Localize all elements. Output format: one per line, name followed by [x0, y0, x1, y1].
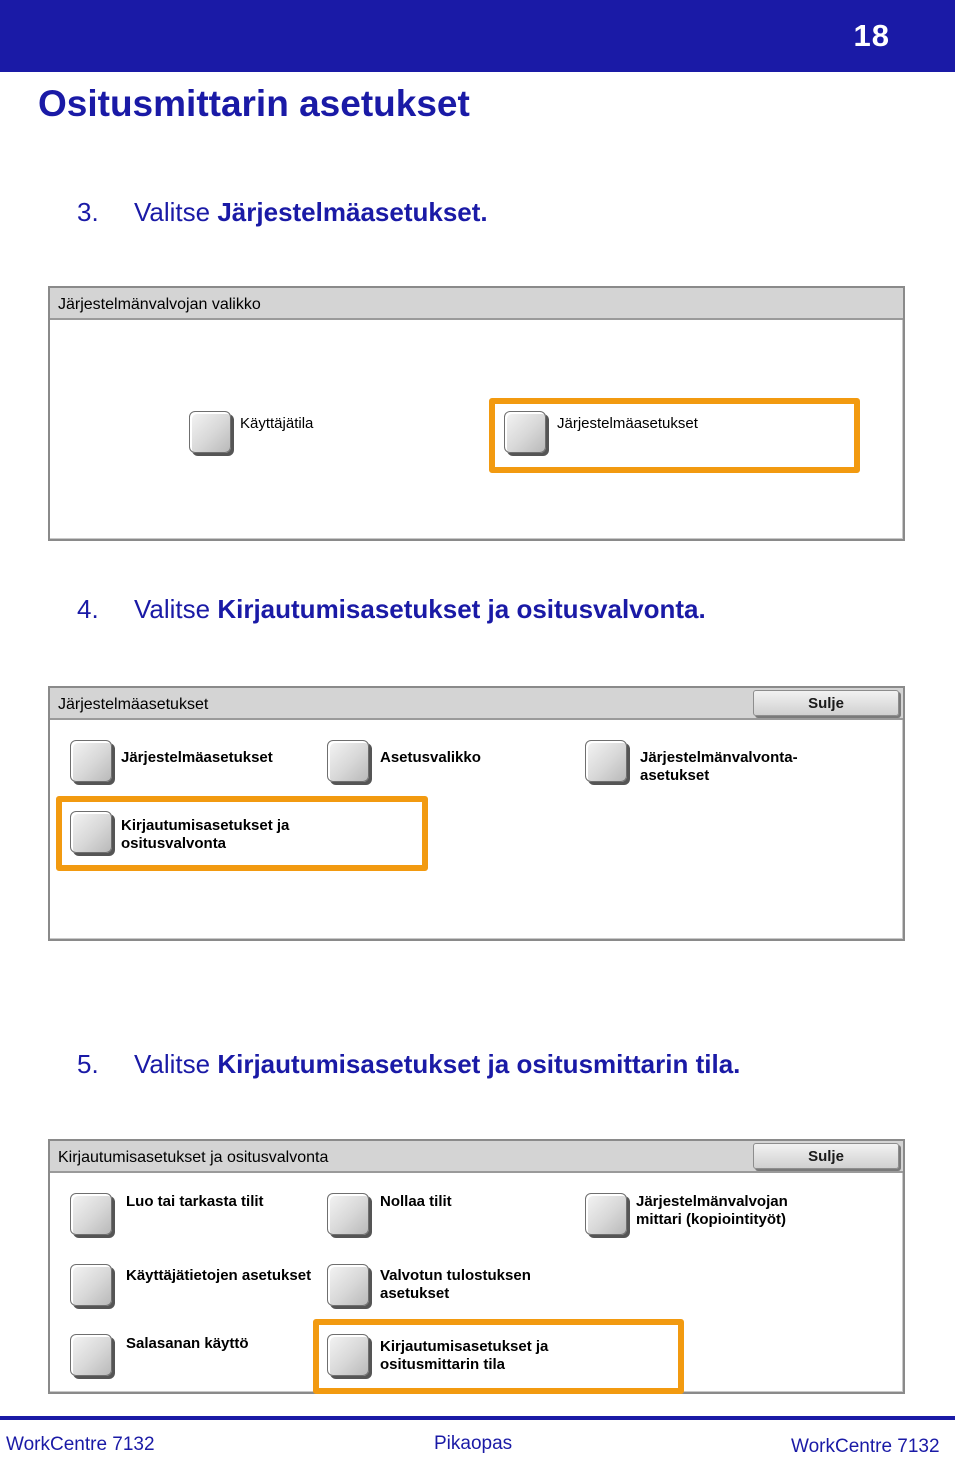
system-settings-label: Järjestelmäasetukset [121, 749, 273, 766]
footer-rule [0, 1416, 955, 1420]
footer-guide-name: Pikaopas [434, 1433, 513, 1454]
close-button[interactable]: Sulje [753, 690, 899, 716]
system-settings-label: Järjestelmäasetukset [557, 415, 698, 432]
system-settings-button[interactable] [504, 411, 546, 453]
step-3 [77, 197, 488, 228]
user-mode-button[interactable] [189, 411, 231, 453]
close-button[interactable]: Sulje [753, 1143, 899, 1169]
step-target: Kirjautumisasetukset ja ositusvalvonta. [217, 594, 706, 624]
reset-accounts-label: Nollaa tilit [380, 1193, 452, 1210]
admin-meter-button[interactable] [585, 1193, 627, 1235]
setup-menu-label: Asetusvalikko [380, 749, 481, 766]
login-auditron-mode-button[interactable] [327, 1334, 369, 1376]
step-number: 3. [77, 197, 99, 227]
system-admin-menu-screen [48, 286, 905, 541]
step-verb: Valitse [134, 1049, 218, 1079]
admin-settings-label: Järjestelmänvalvonta- asetukset [640, 749, 798, 784]
create-accounts-label: Luo tai tarkasta tilit [126, 1193, 264, 1210]
charge-print-label: Valvotun tulostuksen asetukset [380, 1267, 531, 1302]
passcode-label: Salasanan käyttö [126, 1335, 249, 1352]
footer-product-left: WorkCentre 7132 [6, 1434, 155, 1455]
step-number: 5. [77, 1049, 99, 1079]
user-details-label: Käyttäjätietojen asetukset [126, 1267, 312, 1284]
charge-print-button[interactable] [327, 1264, 369, 1306]
step-4 [77, 594, 706, 625]
login-accounting-screen [48, 1139, 905, 1394]
page-number: 18 [853, 18, 890, 53]
system-settings-screen [48, 686, 905, 941]
screen-header [50, 688, 903, 720]
step-number: 4. [77, 594, 99, 624]
screen-title: Kirjautumisasetukset ja ositusvalvonta [58, 1149, 329, 1166]
admin-meter-label: Järjestelmänvalvojan mittari (kopiointityöt) [636, 1193, 788, 1228]
screen-header [50, 1141, 903, 1173]
step-target: Kirjautumisasetukset ja ositusmittarin tila. [217, 1049, 741, 1079]
step-verb: Valitse [134, 594, 218, 624]
footer-product-right: WorkCentre 7132 [791, 1436, 940, 1457]
page-title: Ositusmittarin asetukset [38, 83, 470, 124]
setup-menu-button[interactable] [327, 740, 369, 782]
user-mode-label: Käyttäjätila [240, 415, 314, 432]
create-accounts-button[interactable] [70, 1193, 112, 1235]
screen-title: Järjestelmäasetukset [58, 696, 209, 713]
login-auditron-mode-label: Kirjautumisasetukset ja ositusmittarin tila [380, 1338, 549, 1373]
step-5 [77, 1049, 740, 1080]
step-target: Järjestelmäasetukset. [217, 197, 488, 227]
header-bar [0, 0, 955, 72]
user-details-button[interactable] [70, 1264, 112, 1306]
reset-accounts-button[interactable] [327, 1193, 369, 1235]
login-accounting-label: Kirjautumisasetukset ja ositusvalvonta [121, 817, 290, 852]
admin-settings-button[interactable] [585, 740, 627, 782]
screen-title: Järjestelmänvalvojan valikko [58, 296, 261, 313]
system-settings-button[interactable] [70, 740, 112, 782]
passcode-button[interactable] [70, 1334, 112, 1376]
login-accounting-button[interactable] [70, 811, 112, 853]
screen-header [50, 288, 903, 320]
step-verb: Valitse [134, 197, 218, 227]
